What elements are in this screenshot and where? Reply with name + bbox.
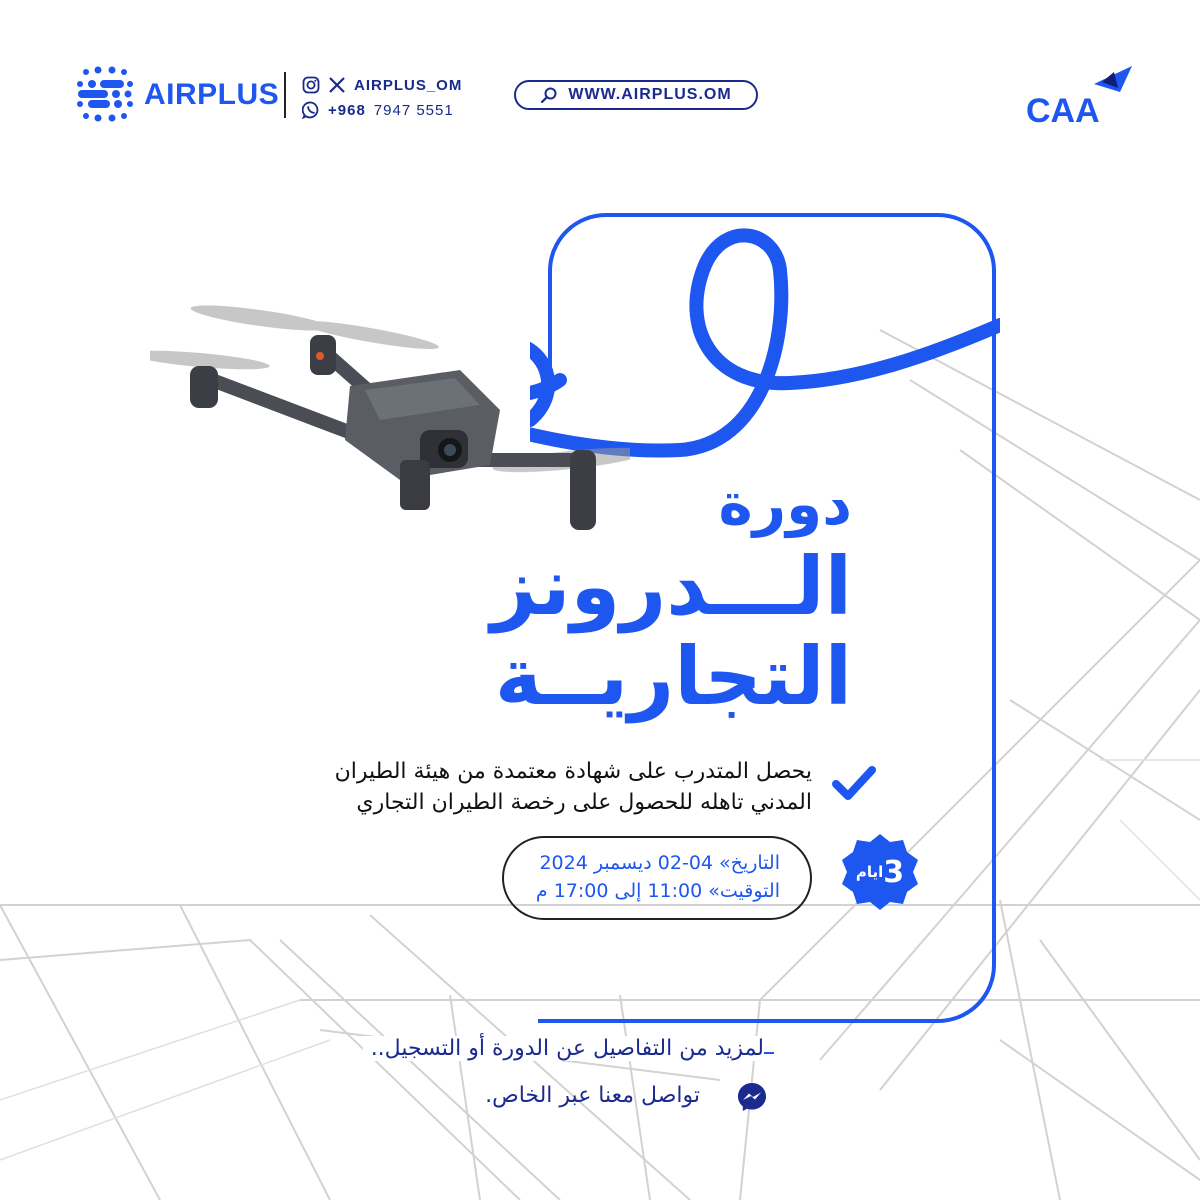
phone-number[interactable]: 7947 5551 [373, 101, 454, 119]
duration-badge [840, 832, 920, 912]
messenger-icon[interactable] [736, 1081, 768, 1113]
schedule-time: التوقيت» 11:00 إلى 17:00 م [535, 880, 780, 902]
badge-label [840, 832, 920, 912]
social-handle[interactable]: AIRPLUS_OM [354, 76, 463, 94]
checkmark-icon [832, 764, 876, 804]
badge-unit: ايام [855, 863, 884, 881]
x-icon[interactable] [328, 76, 346, 94]
drone-illustration [150, 290, 630, 550]
title-line-1: دورة [718, 470, 852, 538]
footer-line-2: تواصل معنا عبر الخاص. [485, 1083, 700, 1108]
social-handle-row[interactable] [302, 73, 462, 97]
phone-prefix[interactable]: +968 [328, 101, 366, 119]
website-text[interactable]: WWW.AIRPLUS.OM [568, 86, 732, 103]
instagram-icon[interactable] [302, 76, 320, 94]
brand-block [74, 64, 280, 124]
schedule-date: التاريخ» 04-02 ديسمبر 2024 [539, 852, 780, 874]
caa-logo-text: CAA [1026, 92, 1100, 126]
description-line-1: يحصل المتدرب على شهادة معتمدة من هيئة الطيران [334, 759, 812, 784]
title-line-2: الـــدرونز [490, 540, 852, 633]
footer-line-1: لمزيد من التفاصيل عن الدورة أو التسجيل.. [363, 1036, 764, 1061]
header-divider [284, 72, 286, 118]
airplus-logo-icon [74, 64, 136, 124]
description-line-2: المدني تاهله للحصول على رخصة الطيران التجاري [356, 790, 812, 815]
caa-logo-icon [1024, 62, 1134, 126]
search-icon [540, 86, 558, 104]
brand-name: AIRPLUS [144, 78, 280, 111]
website-link[interactable] [514, 80, 758, 110]
whatsapp-icon[interactable] [302, 101, 320, 119]
phone-row[interactable] [302, 98, 454, 122]
title-line-3: التجاريــة [494, 630, 852, 723]
badge-number: 3 [883, 854, 905, 890]
schedule-pill [502, 836, 812, 920]
